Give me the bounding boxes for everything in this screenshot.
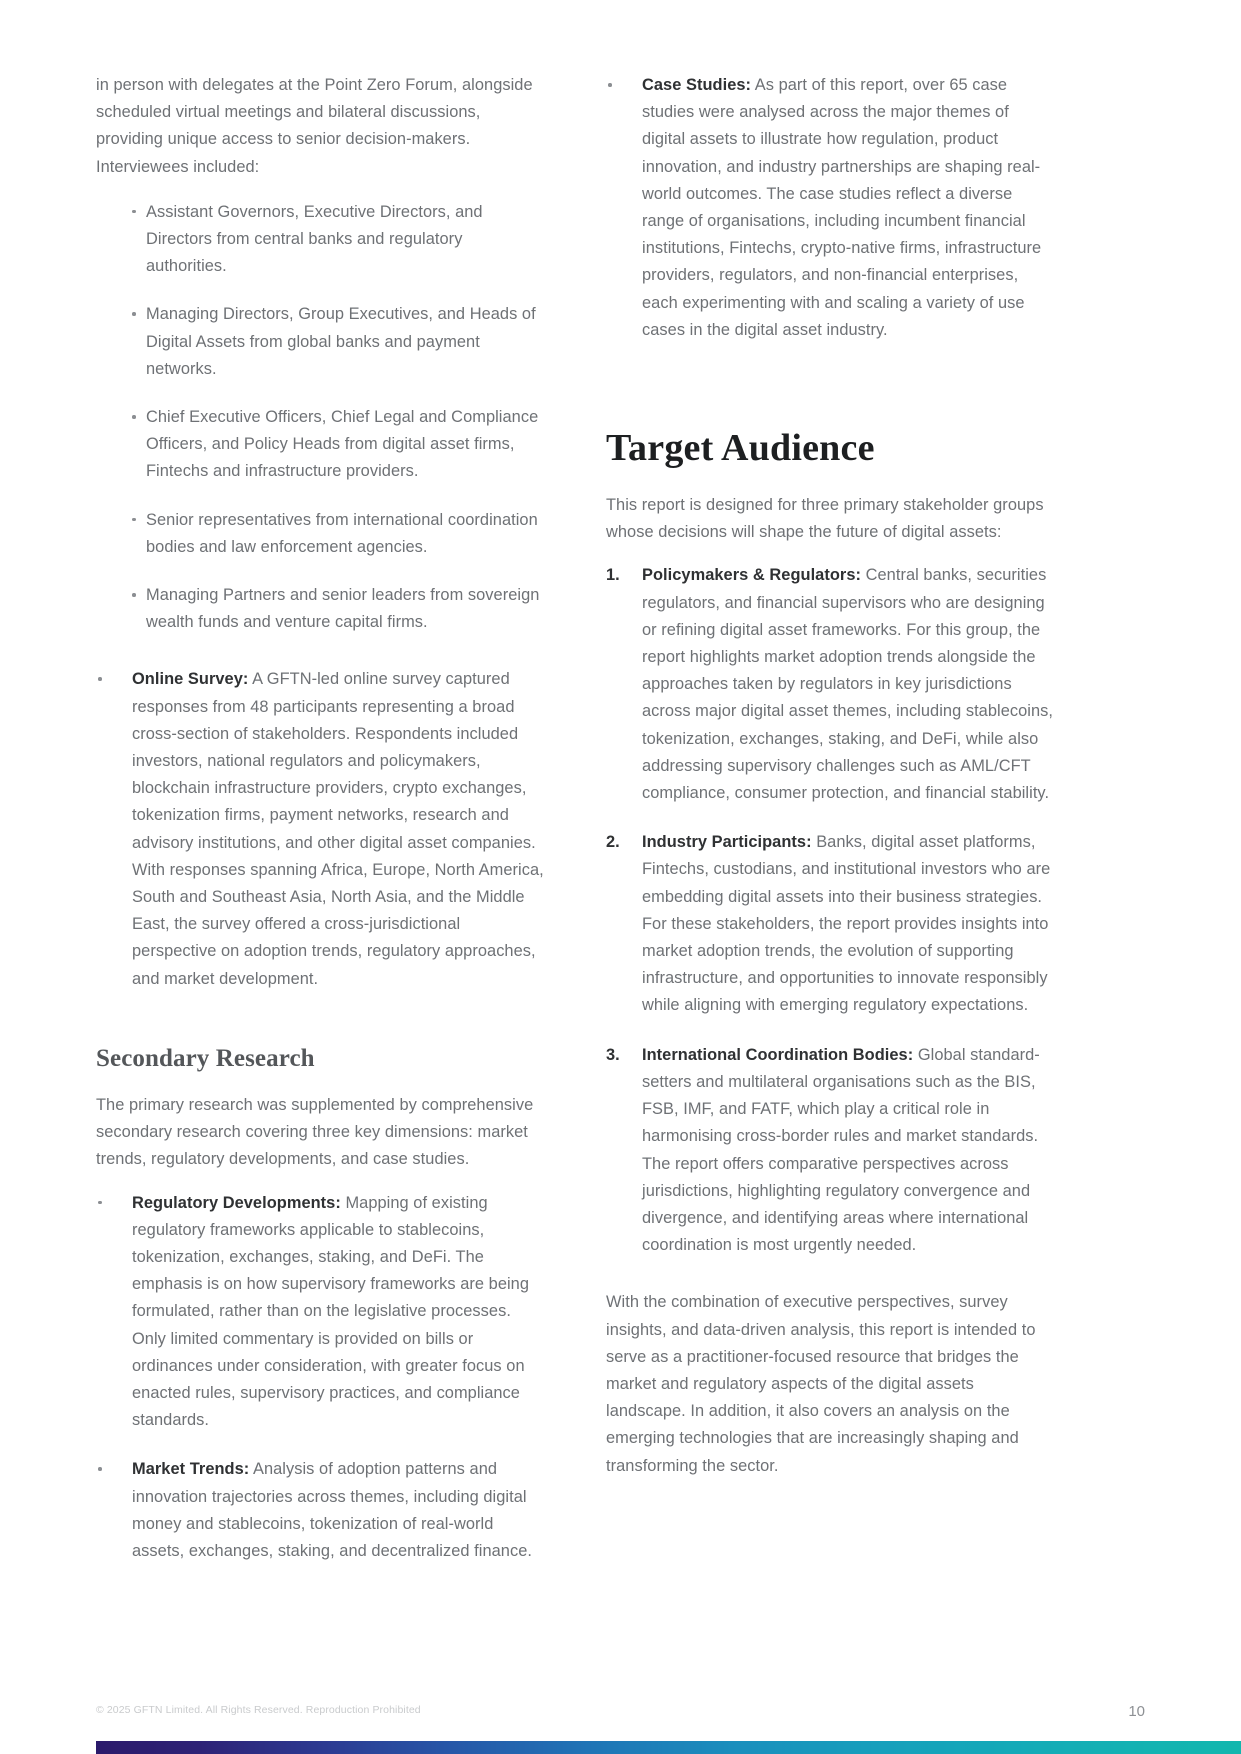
list-item: [132, 404, 544, 486]
target-audience-intro: This report is designed for three primary stakeholder groups whose decisions will shape the future of digital assets:: [606, 496, 1044, 542]
target-audience-closing-paragraph: With the combination of executive perspectives, survey insights, and data-driven analysis, this report is intended to serve as a practitioner-focused resource that bridges the market and regulatory aspects of the digital assets landscape. In addition, it also covers an analysis on the emerging technologies that are increasingly shaping and transforming the sector.: [606, 1293, 1036, 1475]
list-item: [606, 1042, 1054, 1260]
bullet-dot-icon: [132, 312, 136, 316]
list-item: [96, 666, 544, 992]
list-item: [96, 1456, 544, 1565]
list-item-body-text: Central banks, securities regulators, and financial supervisors who are designing or refining digital asset frameworks. For this group, the report highlights market adoption trends alongside the approaches taken by regulators in key jurisdictions across major digital asset themes, including stablecoins, tokenization, exchanges, staking, and DeFi, while also addressing supervisory challenges such as AML/CFT compliance, consumer protection, and financial stability.: [642, 566, 1053, 803]
list-item-text: Senior representatives from international coordination bodies and law enforcement agencies.: [146, 510, 538, 556]
list-item-body-text: Global standard-setters and multilateral organisations such as the BIS, FSB, IMF, and FATF, which play a critical role in harmonising cross-border rules and market standards. The report offers comparative perspectives across jurisdictions, highlighting regulatory convergence and divergence, and identifying areas where international coordination is most urgently needed.: [642, 1045, 1040, 1255]
bullet-lead-label: Market Trends:: [132, 1460, 250, 1479]
bullet-dot-icon: [132, 593, 136, 597]
spacer: [606, 396, 1054, 426]
bullet-dot-icon: [98, 677, 102, 681]
list-item-number: 3.: [606, 1045, 620, 1064]
bullet-body-text: Analysis of adoption patterns and innovation trajectories across themes, including digital money and stablecoins, tokenization of real-world assets, exchanges, staking, and decentralized finance.: [132, 1460, 532, 1560]
list-item-number: 2.: [606, 833, 620, 852]
list-item-lead-label: International Coordination Bodies:: [642, 1045, 914, 1064]
bullet-dot-icon: [98, 1467, 102, 1471]
list-item-body-text: Banks, digital asset platforms, Fintechs, custodians, and institutional investors who are embedding digital assets into their business strategies. For these stakeholders, the report provides insights into market adoption trends, the evolution of supporting infrastructure, and opportunities to innovate responsibly while aligning with emerging regulatory expectations.: [642, 833, 1051, 1015]
list-item-number: 1.: [606, 566, 620, 585]
left-column: [96, 72, 544, 1565]
bullet-body-text: Mapping of existing regulatory frameworks applicable to stablecoins, tokenization, exchanges, staking, and DeFi. The emphasis is on how supervisory frameworks are being formulated, rather than on the legislative processes. Only limited commentary is provided on bills or ordinances under consideration, with greater focus on enacted rules, supervisory practices, and compliance standards.: [132, 1193, 530, 1430]
page-footer: [0, 1684, 1241, 1754]
list-item: [96, 1190, 544, 1435]
list-item: [132, 507, 544, 561]
bullet-body-text: A GFTN-led online survey captured responses from 48 participants representing a broad cross-section of stakeholders. Respondents included investors, national regulators and policymakers, blockchain infrastructure providers, crypto exchanges, tokenization firms, payment networks, research and advisory institutions, and other digital asset companies. With responses spanning Africa, Europe, North America, South and Southeast Asia, North Asia, and the Middle East, the survey offered a cross-jurisdictional perspective on adoption trends, regulatory approaches, and market development.: [132, 670, 544, 988]
bullet-body-text: As part of this report, over 65 case studies were analysed across the major themes of digital assets to illustrate how regulation, product innovation, and industry partnerships are shaping real-world outcomes. The case studies reflect a diverse range of organisations, including incumbent financial institutions, Fintechs, crypto-native firms, infrastructure providers, regulators, and non-financial enterprises, each experimenting with and scaling a variety of use cases in the digital asset industry.: [642, 76, 1042, 339]
page-content: [96, 72, 1145, 1565]
spacer: [96, 1174, 544, 1190]
spacer: [606, 546, 1054, 562]
bullet-dot-icon: [608, 83, 612, 87]
copyright-notice: © 2025 GFTN Limited. All Rights Reserved. Reproduction Prohibited: [96, 1704, 421, 1716]
list-item: [606, 829, 1054, 1019]
bullet-dot-icon: [132, 210, 136, 214]
list-item-text: Chief Executive Officers, Chief Legal and Compliance Officers, and Policy Heads from digital asset firms, Fintechs and infrastructure providers.: [146, 408, 539, 481]
bullet-dot-icon: [132, 518, 136, 522]
spacer: [606, 344, 1054, 396]
target-audience-heading: Target Audience: [606, 427, 875, 470]
target-audience-list: [606, 562, 1054, 1259]
online-survey-bullet: [96, 666, 544, 992]
spacer: [96, 993, 544, 1045]
intro-paragraph: in person with delegates at the Point Zero Forum, alongside scheduled virtual meetings and bilateral discussions, providing unique access to senior decision-makers. Interviewees included:: [96, 76, 533, 176]
list-item-lead-label: Policymakers & Regulators:: [642, 566, 862, 585]
bullet-lead-label: Regulatory Developments:: [132, 1193, 341, 1212]
list-item: [132, 582, 544, 636]
bullet-dot-icon: [98, 1201, 102, 1205]
footer-gradient-bar: [96, 1741, 1241, 1754]
interviewee-bullet-list: [96, 199, 544, 637]
list-item-text: Managing Partners and senior leaders from sovereign wealth funds and venture capital firms.: [146, 586, 540, 632]
page-number: 10: [1128, 1703, 1145, 1720]
secondary-research-intro: The primary research was supplemented by comprehensive secondary research covering three key dimensions: market trends, regulatory developments, and case studies.: [96, 1095, 534, 1169]
list-item: [606, 72, 1054, 344]
list-item-text: Assistant Governors, Executive Directors, and Directors from central banks and regulatory authorities.: [146, 202, 483, 276]
bullet-dot-icon: [132, 415, 136, 419]
list-item-lead-label: Industry Participants:: [642, 833, 812, 852]
right-column: [606, 72, 1054, 1565]
spacer: [96, 636, 544, 666]
secondary-research-bullet-list: [96, 1190, 544, 1566]
bullet-lead-label: Case Studies:: [642, 76, 752, 94]
bullet-lead-label: Online Survey:: [132, 670, 249, 689]
spacer: [606, 1259, 1054, 1289]
list-item: [132, 199, 544, 281]
case-studies-bullet: [606, 72, 1054, 344]
list-item-text: Managing Directors, Group Executives, and Heads of Digital Assets from global banks and payment networks.: [146, 305, 536, 378]
list-item: [606, 562, 1054, 807]
secondary-research-heading: Secondary Research: [96, 1044, 315, 1072]
list-item: [132, 301, 544, 383]
